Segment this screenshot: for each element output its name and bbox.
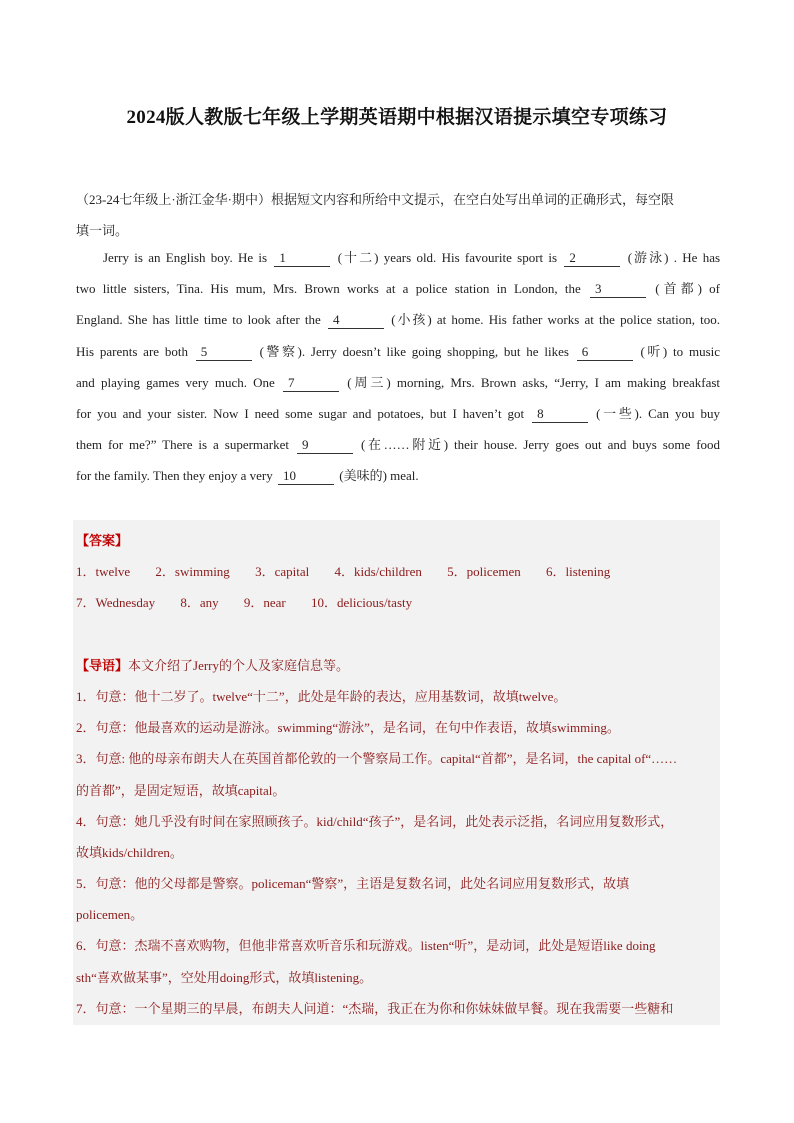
blank-4[interactable]: 4 [328, 312, 384, 329]
passage-line: England. She has little time to look after the 4 (小孩) at home. His father works at the police station, too. [76, 312, 721, 328]
explanation-intro: 【导语】本文介绍了Jerry的个人及家庭信息等。 [76, 657, 350, 673]
explanation-line: 故填kids/children。 [76, 844, 183, 860]
explanation-line: 4．句意：她几乎没有时间在家照顾孩子。kid/child“孩子”，是名词，此处表示泛指，名词应用复数形式， [76, 813, 674, 829]
cloze-passage [76, 242, 720, 492]
passage-line: for you and your sister. Now I need some sugar and potatoes, but I haven’t got 8 (一些). Can you buy [76, 405, 720, 421]
explanation-heading: 【导语】 [76, 657, 129, 673]
blank-6[interactable]: 6 [577, 344, 633, 361]
instruction-line-1: （23-24七年级上·浙江金华·期中）根据短文内容和所给中文提示，在空白处写出单词的正确形式，每空限 [76, 192, 674, 207]
answer-item: 9．near [243, 595, 286, 611]
blank-1[interactable]: 1 [274, 250, 330, 267]
answer-item: 10．delicious/tasty [311, 595, 413, 611]
answer-item: 1．twelve [76, 564, 131, 580]
passage-line: two little sisters, Tina. His mum, Mrs. Brown works at a police station in London, the 3 (首都) of [76, 281, 720, 297]
passage-line: for the family. Then they enjoy a very 10 (美味的) meal. [76, 468, 419, 484]
explanation-line: 3．句意: 他的母亲布朗夫人在英国首都伦敦的一个警察局工作。capital“首都”，是名词，the capital of“…… [76, 751, 678, 767]
exercise-instructions [76, 184, 720, 246]
passage-line: and playing games very much. One 7 (周三) morning, Mrs. Brown asks, “Jerry, I am making breakfast [76, 374, 721, 390]
explanation-line: 的首都”，是固定短语，故填capital。 [76, 782, 286, 798]
explanation-line: 7．句意：一个星期三的早晨，布朗夫人问道：“杰瑞，我正在为你和你妹妹做早餐。现在我需要一些糖和 [76, 1000, 674, 1016]
blank-5[interactable]: 5 [196, 344, 252, 361]
blank-8[interactable]: 8 [532, 406, 588, 423]
answer-item: 7．Wednesday [76, 595, 156, 611]
explanation-line: 2．句意：他最喜欢的运动是游泳。swimming“游泳”，是名词，在句中作表语，故填swimming。 [76, 720, 620, 736]
passage-line: them for me?” There is a supermarket 9 (在……附近) their house. Jerry goes out and buys some food [76, 437, 721, 453]
answer-item: 5．policemen [447, 564, 521, 580]
answer-content [76, 525, 724, 1024]
blank-3[interactable]: 3 [590, 281, 646, 298]
blank-10[interactable]: 10 [278, 468, 334, 485]
passage-line: Jerry is an English boy. He is 1 (十二) years old. His favourite sport is 2 (游泳) . He has [103, 250, 721, 265]
explanation-line: policemen。 [76, 907, 144, 923]
blank-2[interactable]: 2 [564, 250, 620, 267]
passage-line: His parents are both 5 (警察). Jerry doesn’t like going shopping, but he likes 6 (听) to music [76, 343, 721, 359]
blank-9[interactable]: 9 [297, 437, 353, 454]
blank-7[interactable]: 7 [283, 375, 339, 392]
page-title: 2024版人教版七年级上学期英语期中根据汉语提示填空专项练习 [126, 107, 668, 128]
answer-heading: 【答案】 [76, 533, 129, 548]
answer-item: 8．any [180, 595, 219, 611]
instruction-line-2: 填一词。 [76, 223, 129, 238]
answer-item: 4．kids/children [334, 564, 422, 580]
answer-item: 3．capital [255, 564, 310, 580]
explanation-line: sth“喜欢做某事”，空处用doing形式，故填listening。 [76, 969, 373, 985]
explanation-line: 5．句意：他的父母都是警察。policeman“警察”，主语是复数名词，此处名词应用复数形式，故填 [76, 876, 630, 892]
answer-row-2 [76, 587, 724, 618]
explanation-line: 1．句意：他十二岁了。twelve“十二”，此处是年龄的表达，应用基数词，故填twelve。 [76, 688, 567, 704]
answer-item: 2．swimming [155, 564, 230, 580]
answer-item: 6．listening [546, 564, 611, 580]
answer-row-1 [76, 556, 724, 587]
explanation-line: 6．句意：杰瑞不喜欢购物，但他非常喜欢听音乐和玩游戏。listen“听”，是动词，此处是短语like doing [76, 938, 656, 954]
